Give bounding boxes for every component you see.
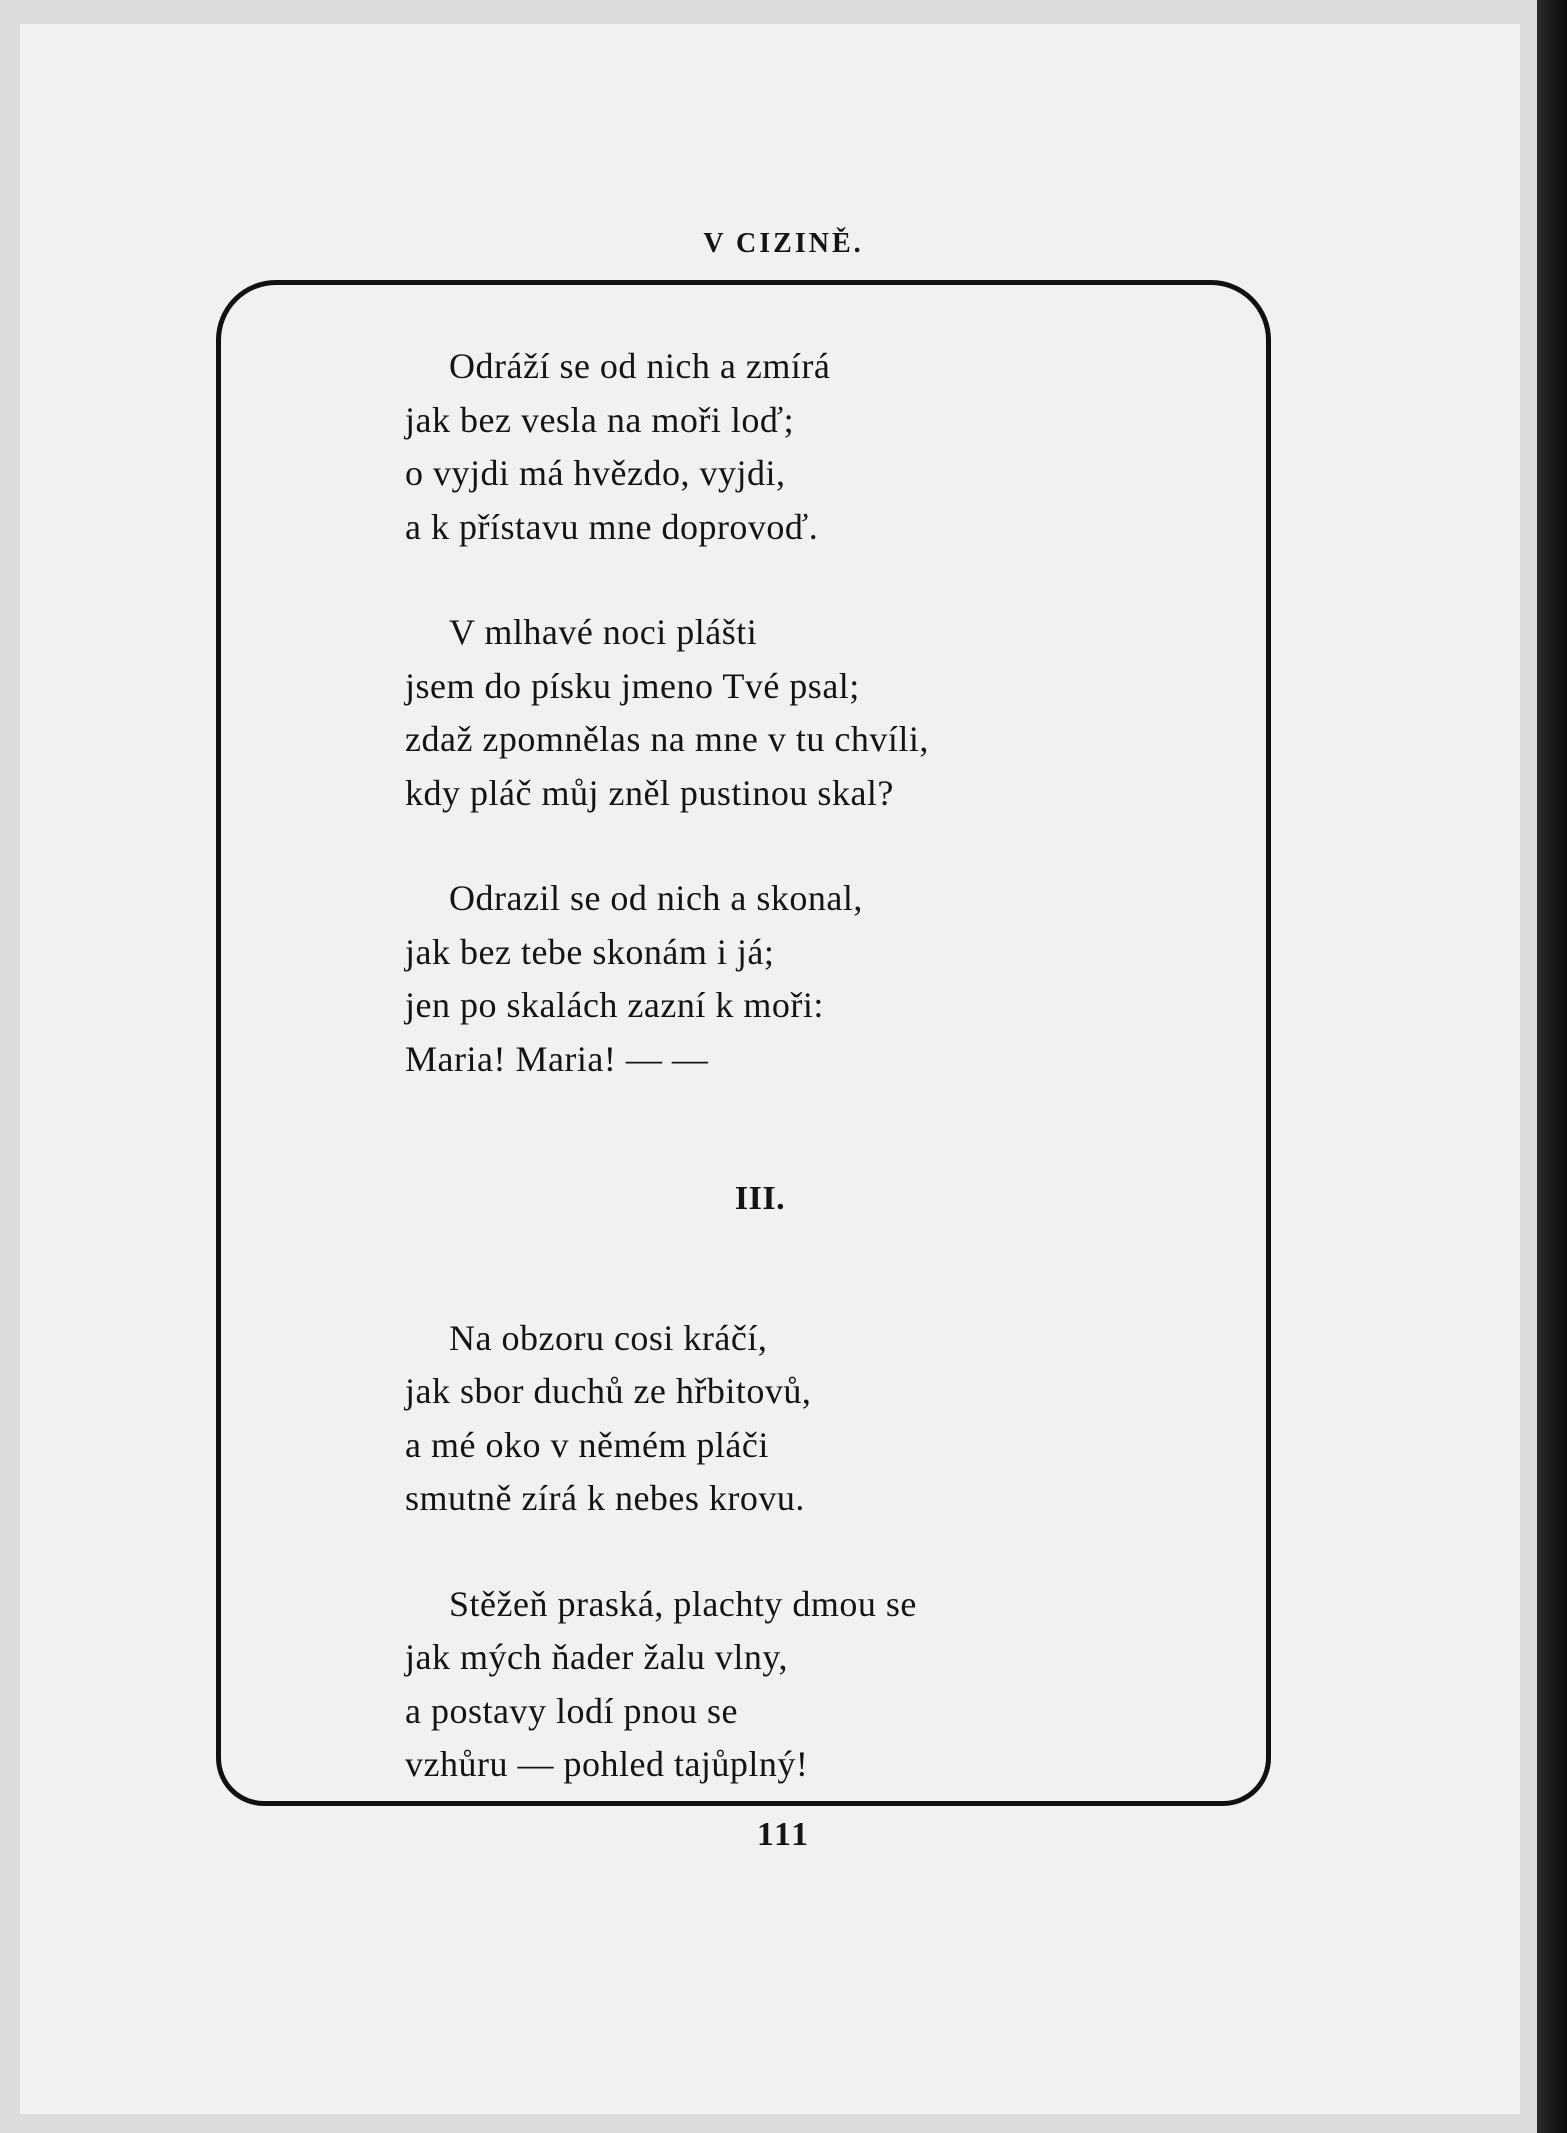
poem-line: zdaž zpomnělas na mne v tu chvíli, (405, 719, 929, 759)
section-number: III. (734, 1180, 786, 1217)
stanza (405, 1312, 1105, 1526)
poem-line: Odráží se od nich a zmírá (449, 346, 831, 386)
poem-line: jak bez vesla na moři loď; (405, 399, 795, 440)
poem-line: Stěžeň praská, plachty dmou se (449, 1583, 917, 1624)
poem-line: kdy pláč můj zněl pustinou skal? (405, 772, 894, 813)
page-number: 111 (756, 1816, 811, 1853)
poem-line: vzhůru — pohled tajůplný! (405, 1744, 809, 1784)
stanza (405, 340, 1105, 554)
stanza (405, 872, 1105, 1086)
poem-line: o vyjdi má hvězdo, vyjdi, (405, 453, 786, 493)
poem-line: jak bez tebe skonám i já; (405, 931, 775, 972)
poem-line: V mlhavé noci plášti (449, 612, 758, 652)
running-head: V CIZINĚ. (703, 228, 864, 259)
poem-line: a postavy lodí pnou se (405, 1690, 738, 1731)
poem-line: Maria! Maria! — — (405, 1038, 709, 1079)
poem-line: a mé oko v němém pláči (405, 1424, 769, 1465)
poem-line: smutně zírá k nebes krovu. (405, 1478, 805, 1518)
stanza (405, 606, 1105, 820)
stanza (405, 1578, 1105, 1792)
poem-line: Na obzoru cosi kráčí, (449, 1317, 768, 1358)
poem-line: jak sbor duchů ze hřbitovů, (405, 1371, 812, 1411)
poem-line: jen po skalách zazní k moři: (405, 985, 824, 1025)
poem-body (405, 340, 1105, 1792)
poem-line: a k přístavu mne doprovoď. (405, 506, 819, 547)
poem-line: jak mých ňader žalu vlny, (405, 1637, 789, 1677)
poem-line: Odrazil se od nich a skonal, (449, 878, 863, 918)
poem-line: jsem do písku jmeno Tvé psal; (405, 665, 860, 706)
book-spine-edge (1537, 0, 1567, 2133)
